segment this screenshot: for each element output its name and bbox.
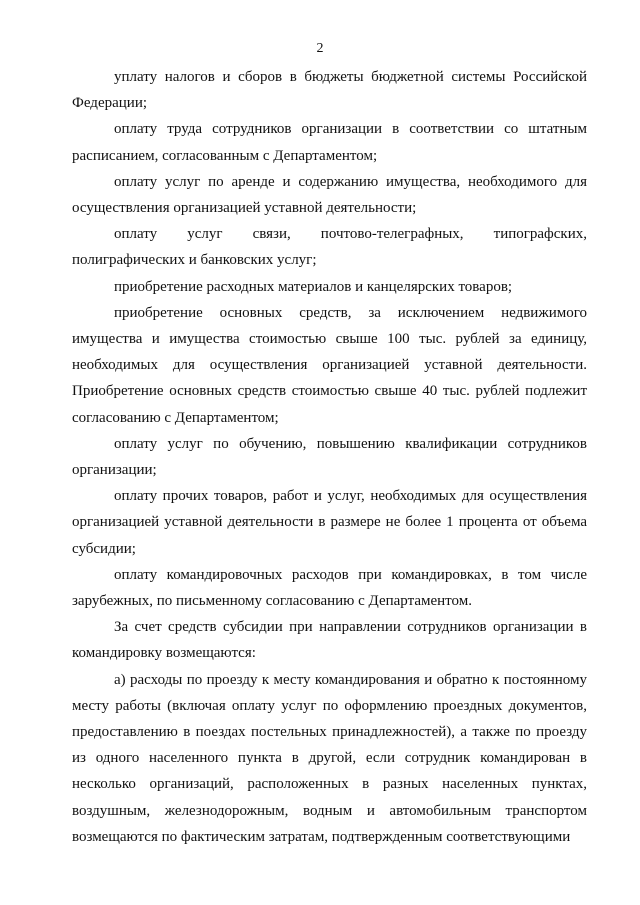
paragraph-training: оплату услуг по обучению, повышению квалификации сотрудников организации; (72, 435, 587, 479)
paragraph-travel-item-a: а) расходы по проезду к месту командирования и обратно к постоянному месту работы (включая оплату услуг по оформлению проездных документов, предоставлению в поездах постельных принадлежностей), а также по проезду из одного населенного пункта в другой, если сотрудник командирован в несколько организаций, расположенных в разных населенных пунктах, воздушным, железнодорожным, водным и автомобильным транспортом возмещаются по фактическим затратам, подтвержденным соответствующими (72, 671, 587, 845)
document-body (72, 64, 587, 850)
paragraph-rent: оплату услуг по аренде и содержанию имущества, необходимого для осуществления организацией уставной деятельности; (72, 173, 587, 217)
paragraph-travel-expenses: оплату командировочных расходов при командировках, в том числе зарубежных, по письменному согласованию с Департаментом. (72, 566, 587, 610)
paragraph-taxes: уплату налогов и сборов в бюджеты бюджетной системы Российской Федерации; (72, 69, 587, 112)
page-number: 2 (316, 41, 324, 56)
paragraph-communication: оплату услуг связи, почтово-телеграфных, типографских, полиграфических и банковских услуг; (72, 226, 587, 269)
paragraph-other-goods: оплату прочих товаров, работ и услуг, необходимых для осуществления организацией уставной деятельности в размере не более 1 процента от объема субсидии; (72, 488, 587, 557)
paragraph-salaries: оплату труда сотрудников организации в соответствии со штатным расписанием, согласованным с Департаментом; (72, 121, 587, 164)
paragraph-fixed-assets: приобретение основных средств, за исключением недвижимого имущества и имущества стоимостью свыше 100 тыс. рублей за единицу, необходимых для осуществления организацией уставной деятельности. Приобретение основных средств стоимостью свыше 40 тыс. рублей подлежит согласованию с Департаментом; (72, 304, 587, 426)
paragraph-supplies: приобретение расходных материалов и канцелярских товаров; (114, 278, 513, 295)
paragraph-travel-intro: За счет средств субсидии при направлении сотрудников организации в командировку возмещаются: (72, 619, 587, 662)
